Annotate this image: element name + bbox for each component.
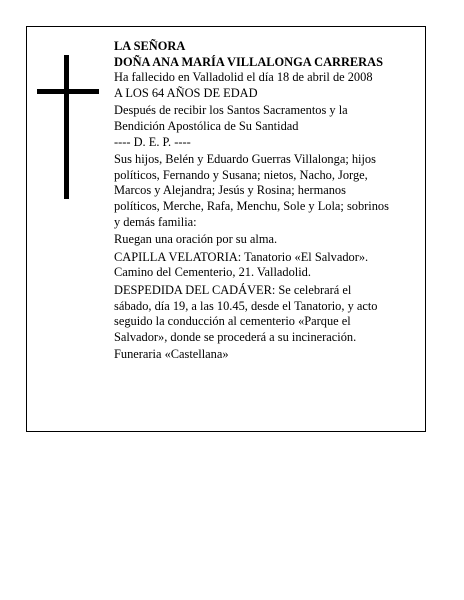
farewell-line: sábado, día 19, a las 10.45, desde el Tanatorio, y acto: [114, 298, 378, 313]
chapel-paragraph: [114, 250, 420, 281]
family-line: Marcos y Alejandra; Jesús y Rosina; hermanos: [114, 183, 346, 198]
farewell-line: seguido la conducción al cementerio «Parque el: [114, 314, 351, 329]
dep-line: ---- D. E. P. ----: [114, 134, 191, 149]
family-paragraph: [114, 152, 420, 230]
family-line: Sus hijos, Belén y Eduardo Guerras Villalonga; hijos: [114, 152, 376, 167]
notice-title: LA SEÑORA: [114, 39, 186, 53]
chapel-line: Camino del Cementerio, 21. Valladolid.: [114, 265, 311, 280]
family-line: y demás familia:: [114, 214, 197, 229]
cross-vertical-bar: [64, 55, 69, 199]
farewell-line: Salvador», donde se procederá a su incineración.: [114, 329, 357, 344]
sacraments-line: Después de recibir los Santos Sacramentos y la: [114, 103, 348, 118]
sacraments-paragraph: [114, 103, 420, 134]
obituary-text: [114, 39, 420, 363]
farewell-paragraph: [114, 283, 420, 345]
funeral-home-line: Funeraria «Castellana»: [114, 347, 229, 362]
prayer-line: Ruegan una oración por su alma.: [114, 232, 278, 247]
farewell-line: DESPEDIDA DEL CADÁVER: Se celebrará el: [114, 282, 352, 297]
chapel-line: CAPILLA VELATORIA: Tanatorio «El Salvador».: [114, 249, 369, 264]
age-line: A LOS 64 AÑOS DE EDAD: [114, 85, 258, 100]
obituary-notice: [26, 26, 426, 432]
latin-cross-icon: [37, 55, 99, 199]
family-line: políticos, Fernando y Susana; nietos, Nacho, Jorge,: [114, 167, 368, 182]
family-line: políticos, Merche, Rafa, Menchu, Sole y Lola; sobrinos: [114, 198, 389, 213]
death-date-line: Ha fallecido en Valladolid el día 18 de abril de 2008: [114, 70, 373, 85]
sacraments-line: Bendición Apostólica de Su Santidad: [114, 118, 299, 133]
cross-horizontal-bar: [37, 89, 99, 94]
deceased-name: DOÑA ANA MARÍA VILLALONGA CARRERAS: [114, 54, 383, 69]
